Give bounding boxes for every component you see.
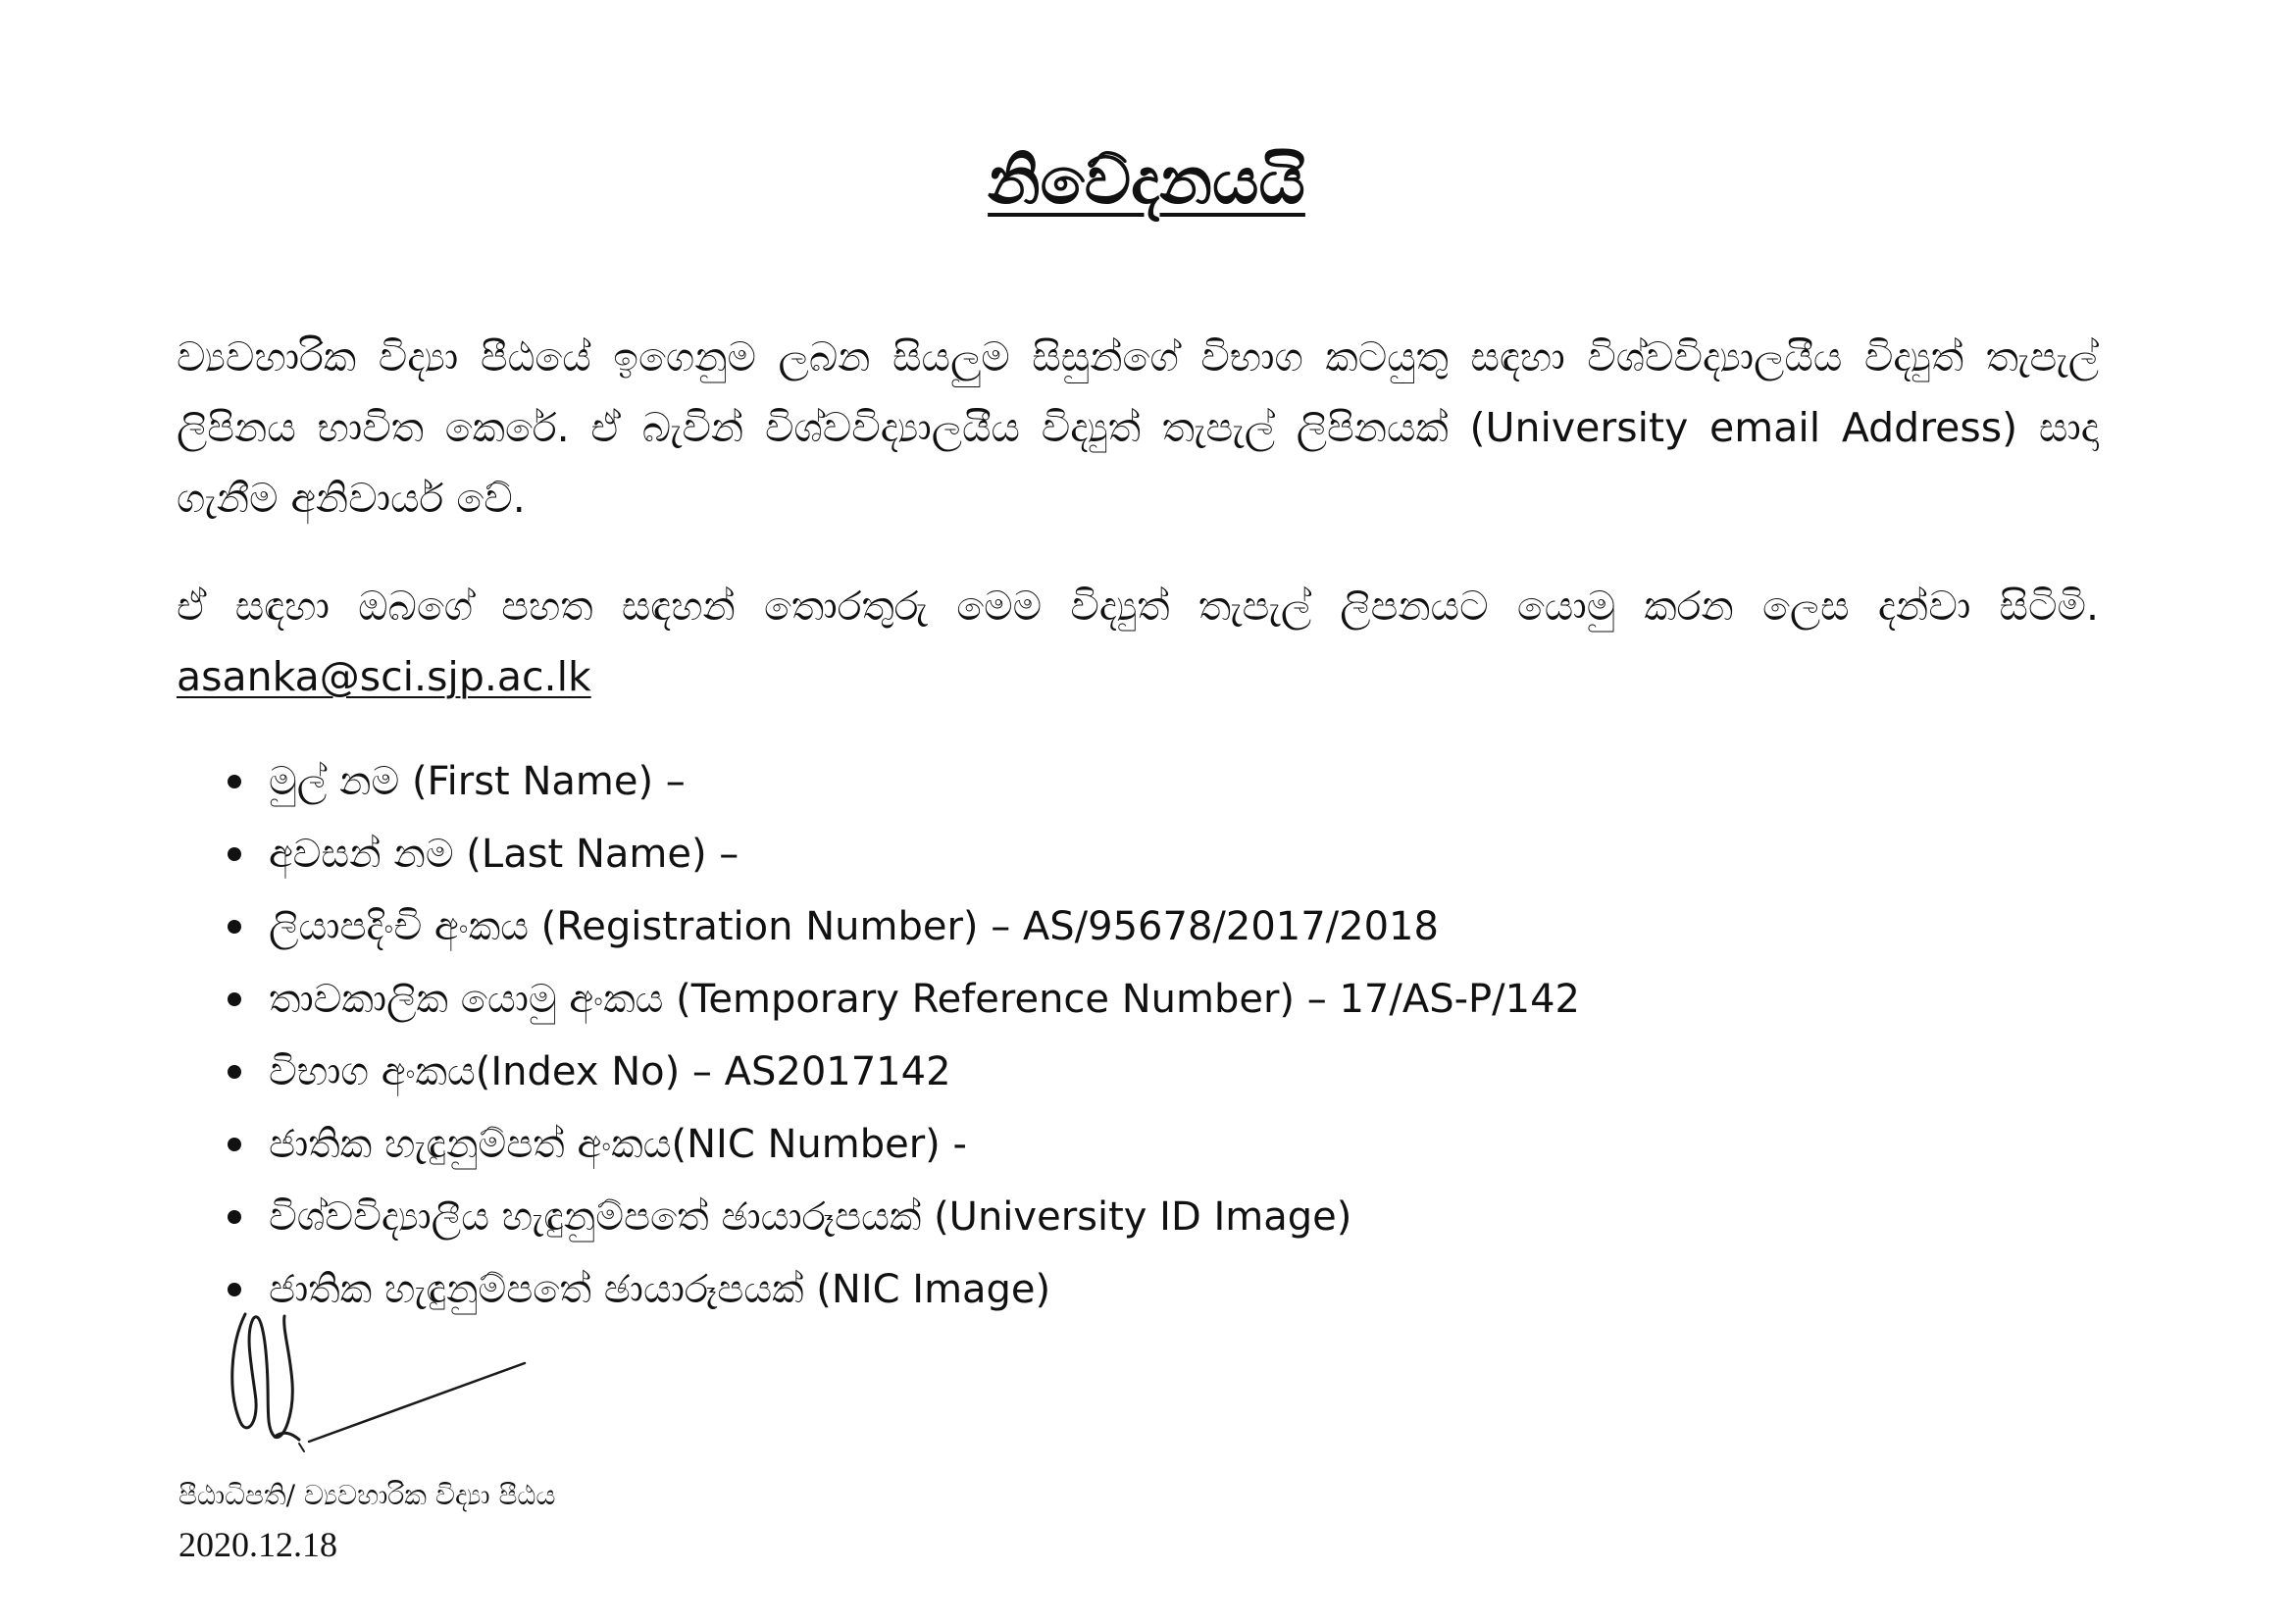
contact-email-link[interactable]: asanka@sci.sjp.ac.lk (177, 653, 591, 700)
paragraph-email-requirement: ව්‍යවහාරික විද්‍යා පීඨයේ ඉගෙනුම ලබන සියලුම සිසුන්ගේ විභාග කටයුතු සඳහා විශ්වවිද්‍යාලයීය විද්‍යුත් තැපැල් ලිපිනය භාවිත කෙරේ. ඒ බැවින් විශ්වවිද්‍යාලයීය විද්‍යුත් තැපැල් ලිපිනයක් (University email Address) සාදා ගැනීම අනිවාර්ය වේ. (177, 333, 2099, 522)
list-item (228, 890, 1580, 963)
list-item-text: ලියාපදිංචි අංකය (Registration Number) – AS/95678/2017/2018 (269, 904, 1439, 949)
notice-title (0, 137, 2293, 226)
bullet-icon (228, 775, 241, 788)
list-item-text: ජාතික හැඳුනුම්පත් අංකය(NIC Number) - (269, 1122, 967, 1167)
bullet-icon (228, 1138, 241, 1151)
list-item (228, 818, 1580, 890)
bullet-icon (228, 1065, 241, 1079)
list-item (228, 1036, 1580, 1108)
bullet-icon (228, 847, 241, 861)
handwritten-signature (216, 1304, 530, 1481)
bullet-icon (228, 1210, 241, 1224)
signatory-title: පීඨාධිපති/ ව්‍යවහාරික විද්‍යා පීඨය (178, 1479, 556, 1511)
list-item-text: විශ්වවිද්‍යාලීය හැඳුනුම්පතේ ඡායාරූපයක් (University ID Image) (269, 1194, 1352, 1240)
list-item-text: තාවකාලික යොමු අංකය (Temporary Reference Number) – 17/AS-P/142 (269, 977, 1580, 1022)
bullet-icon (228, 992, 241, 1006)
list-item-text: අවසන් නම (Last Name) – (269, 832, 739, 877)
paragraph-instructions-text: ඒ සඳහා ඔබගේ පහත සඳහන් තොරතුරු මෙම විද්‍යුත් තැපැල් ලිපනයට යොමු කරන ලෙස දන්වා සිටිමි. (177, 583, 2099, 630)
notice-title-text: නිවේදනයයි (988, 143, 1305, 219)
notice-date: 2020.12.18 (178, 1525, 337, 1564)
list-item-text: විභාග අංකය(Index No) – AS2017142 (269, 1049, 951, 1094)
list-item-text: ජාතික හැඳුනුම්පතේ ඡායාරූපයක් (NIC Image) (269, 1267, 1051, 1312)
list-item-text: මුල් නම (First Name) – (269, 759, 686, 804)
paragraph-instructions (177, 571, 2099, 712)
bullet-icon (228, 920, 241, 934)
required-details-list (228, 745, 1580, 1326)
list-item (228, 963, 1580, 1036)
list-item (228, 745, 1580, 818)
list-item (228, 1181, 1580, 1253)
bullet-icon (228, 1283, 241, 1296)
list-item (228, 1108, 1580, 1181)
